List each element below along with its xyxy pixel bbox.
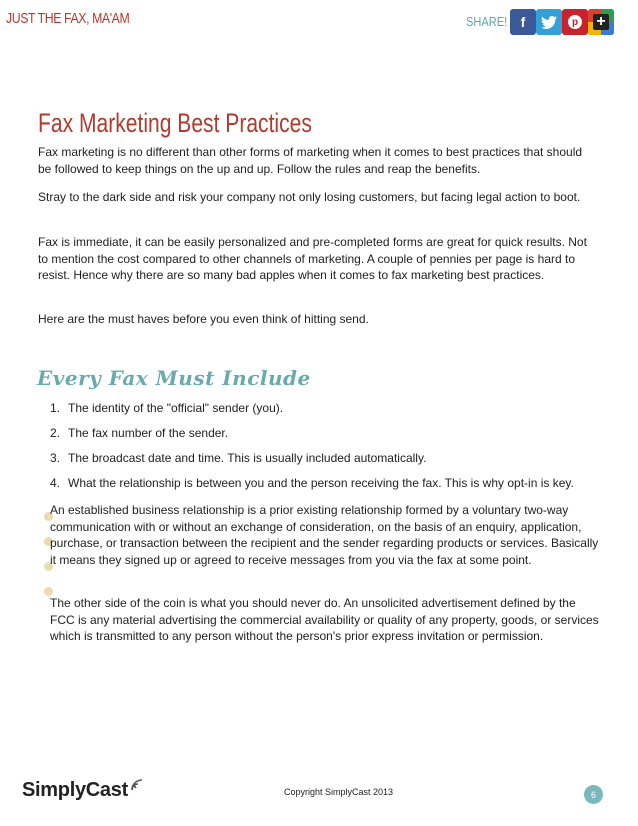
closing-paragraph-1: An established business relationship is a prior existing relationship formed by a voluntary two-way communication with or without an exchange of consideration, on the basis of an enquiry, application, purchase, or transaction between the recipient and the sender regarding products or services. Basically it means they signed up or agreed to receive messages from you via the fax at some point.: [50, 503, 599, 567]
list-text: The fax number of the sender.: [68, 426, 229, 440]
list-item: [50, 400, 610, 416]
facebook-icon: f: [520, 14, 526, 30]
closing-paragraph-2: The other side of the coin is what you should never do. An unsolicited advertisement defined by the FCC is any material advertising the commercial availability or quality of any property, goods, or services which is transmitted to any person without the person's prior express invitation or permission.: [50, 596, 599, 643]
intro-paragraph-1: Fax marketing is no different than other forms of marketing when it comes to best practices that should be followed to keep things on the up and up. Follow the rules and reap the benefits.: [38, 145, 583, 176]
list-number: 2.: [50, 426, 61, 440]
simplycast-logo: [22, 778, 144, 802]
page-title: Fax Marketing Best Practices: [38, 108, 312, 138]
intro-paragraph-4: Here are the must haves before you even think of hitting send.: [38, 312, 369, 326]
page-number: 6: [584, 785, 603, 804]
plus-icon: +: [596, 13, 606, 30]
list-number: 3.: [50, 451, 61, 465]
list-number: 4.: [50, 476, 61, 490]
pinterest-icon: p: [568, 15, 582, 29]
list-item: [50, 450, 610, 466]
section-heading: Every Fax Must Include: [37, 366, 311, 390]
list-text: The broadcast date and time. This is usually included automatically.: [68, 451, 427, 465]
list-item: [50, 475, 610, 491]
header-tagline: JUST THE FAX, MA'AM: [6, 10, 130, 27]
twitter-share-button[interactable]: [536, 9, 562, 35]
share-label: SHARE!: [466, 14, 508, 29]
more-share-button[interactable]: [588, 9, 614, 35]
pinterest-share-button[interactable]: [562, 9, 588, 35]
intro-paragraph-3: Fax is immediate, it can be easily personalized and pre-completed forms are great for quick results. Not to mention the cost compared to other channels of marketing. A couple of pennies per page is hard to resist. Hence why there are so many bad apples when it comes to fax marketing best practices.: [38, 235, 587, 282]
intro-paragraph-2: Stray to the dark side and risk your company not only losing customers, but facing legal action to boot.: [38, 190, 581, 204]
list-item: [50, 425, 610, 441]
requirements-list: [50, 400, 610, 500]
list-text: What the relationship is between you and the person receiving the fax. This is why opt-in is key.: [68, 476, 574, 490]
list-number: 1.: [50, 401, 61, 415]
copyright-text: Copyright SimplyCast 2013: [284, 787, 394, 797]
broadcast-icon: [130, 778, 144, 792]
twitter-icon: [541, 16, 557, 29]
logo-text: SimplyCast: [22, 779, 128, 801]
facebook-share-button[interactable]: [510, 9, 536, 35]
list-text: The identity of the "official" sender (you).: [68, 401, 284, 415]
